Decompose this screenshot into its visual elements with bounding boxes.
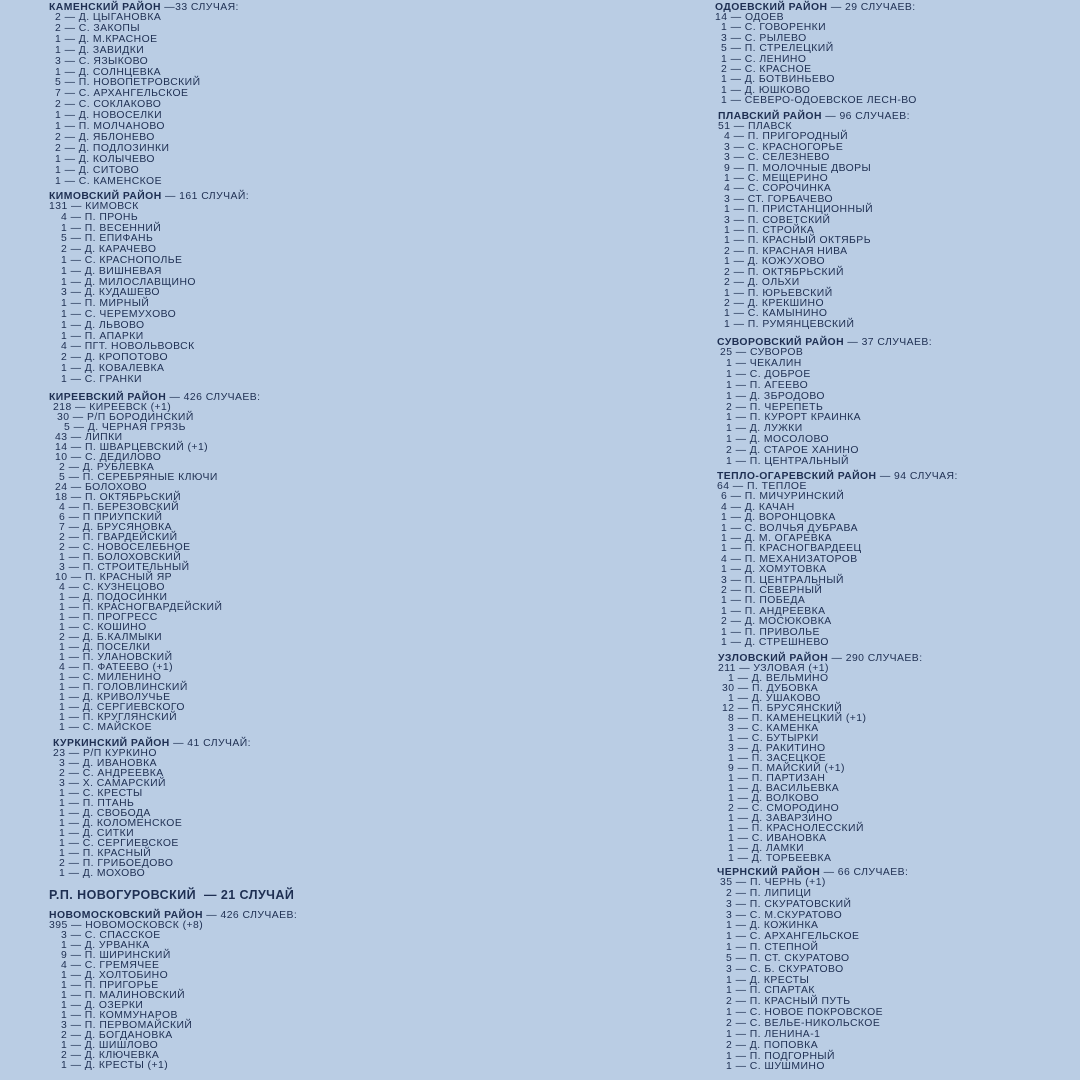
locality-item: 1 — Д. КРЕСТЫ — [726, 974, 810, 986]
locality-item: 395 — НОВОМОСКОВСК (+8) — [49, 920, 204, 931]
district-count: — 426 СЛУЧАЕВ: — [206, 910, 298, 921]
locality-item: 51 — ПЛАВСК — [718, 121, 793, 132]
locality-item: 10 — С. ДЕДИЛОВО — [55, 452, 162, 463]
locality-item: 211 — УЗЛОВАЯ (+1) — [718, 663, 829, 674]
locality-item: 30 — Р/П БОРОДИНСКИЙ — [57, 412, 194, 423]
locality-item: 1 — П. СТЕПНОЙ — [726, 942, 819, 954]
locality-item: 18 — П. ОКТЯБРЬСКИЙ — [55, 492, 182, 503]
locality-item: 1 — Д. СТРЕШНЕВО — [721, 637, 829, 649]
district-count: — 161 СЛУЧАЙ: — [165, 191, 250, 202]
locality-item: 2 — С. НОВОСЕЛЕБНОЕ — [59, 542, 191, 553]
locality-item: 1 — Д. ВАСИЛЬЕВКА — [728, 783, 840, 794]
locality-item: 2 — П. КРАСНАЯ НИВА — [724, 245, 848, 257]
district-name: ОДОЕВСКИЙ РАЙОН — [715, 2, 828, 13]
locality-item: 2 — П. ЛИПИЦИ — [726, 887, 812, 899]
locality-item: 2 — С. ЗАКОПЫ — [55, 22, 140, 34]
locality-item: 2 — Д. КЛЮЧЕВКА — [61, 1050, 160, 1061]
locality-item: 5 — П. НОВОПЕТРОВСКИЙ — [55, 77, 201, 89]
district-block — [717, 337, 932, 468]
locality-list — [49, 13, 239, 188]
locality-list — [49, 403, 260, 733]
locality-item: 4 — П. ПРОНЬ — [61, 211, 139, 223]
locality-item: 1 — П. ЛЕНИНА-1 — [726, 1028, 821, 1040]
locality-item: 4 — Д. КАЧАН — [721, 501, 795, 513]
locality-item: 1 — С. МИЛЕНИНО — [59, 672, 162, 683]
locality-item: 1 — С. КАМЫНИНО — [724, 308, 828, 320]
locality-item: 1 — Д. КОЛЫЧЕВО — [55, 153, 155, 165]
locality-item: 9 — П. МАЙСКИЙ (+1) — [728, 763, 845, 774]
locality-item: 3 — С. СЕЛЕЗНЕВО — [724, 152, 830, 164]
locality-item: 1 — П. ПРИГОРЬЕ — [61, 980, 159, 991]
locality-item: 2 — Д. МОСЮКОВКА — [721, 616, 832, 628]
locality-item: 23 — Р/П КУРКИНО — [53, 748, 157, 759]
locality-item: 1 — П. АПАРКИ — [61, 330, 144, 342]
locality-item: 9 — П. МОЛОЧНЫЕ ДВОРЫ — [724, 162, 872, 174]
locality-item: 7 — Д. БРУСЯНОВКА — [59, 522, 173, 533]
locality-item: 1 — Д. ЛУЖКИ — [726, 423, 803, 435]
locality-item: 43 — ЛИПКИ — [55, 432, 123, 443]
settlement-name: Р.П. НОВОГУРОВСКИЙ — [49, 888, 197, 902]
locality-item: 3 — С. КРАСНОГОРЬЕ — [724, 141, 844, 153]
locality-item: 3 — С. ЯЗЫКОВО — [55, 55, 149, 67]
locality-item: 1 — С. КРЕСТЫ — [59, 788, 143, 799]
locality-item: 1 — П. КОММУНАРОВ — [61, 1010, 178, 1021]
locality-item: 3 — П. СОВЕТСКИЙ — [724, 214, 831, 226]
locality-item: 1 — П. КУРОРТ КРАИНКА — [726, 412, 862, 424]
locality-item: 2 — Д. ЦЫГАНОВКА — [55, 12, 162, 23]
locality-item: 1 — Д. КОЖУХОВО — [724, 256, 826, 268]
district-name: КИРЕЕВСКИЙ РАЙОН — [49, 392, 167, 403]
locality-item: 14 — ОДОЕВ — [715, 12, 785, 23]
locality-item: 1 — П. ПРИВОЛЬЕ — [721, 626, 820, 638]
locality-item: 1 — Д. ЛЬВОВО — [61, 319, 145, 331]
locality-item: 1 — П. ПОБЕДА — [721, 595, 806, 607]
locality-item: 3 — СТ. ГОРБАЧЕВО — [724, 193, 834, 205]
locality-item: 2 — Д. Б.КАЛМЫКИ — [59, 632, 163, 643]
district-name: КАМЕНСКИЙ РАЙОН — [49, 2, 161, 13]
locality-item: 1 — Д. СЕРГИЕВСКОГО — [59, 702, 185, 713]
locality-item: 5 — Д. ЧЕРНАЯ ГРЯЗЬ — [64, 422, 186, 433]
locality-item: 1 — С. КРАСНОПОЛЬЕ — [61, 254, 183, 266]
locality-item: 3 — С. КАМЕНКА — [728, 723, 819, 734]
district-block — [49, 392, 260, 733]
locality-item: 2 — С. СМОРОДИНО — [728, 803, 840, 814]
locality-item: 1 — Д. ХОМУТОВКА — [721, 564, 827, 576]
locality-item: 2 — П. ЧЕРЕПЕТЬ — [726, 401, 824, 413]
locality-item: 1 — С. КОШИНО — [59, 622, 147, 633]
locality-item: 218 — КИРЕЕВСК (+1) — [53, 402, 172, 413]
locality-item: 1 — П. ВЕСЕННИЙ — [61, 222, 162, 234]
district-count: — 290 СЛУЧАЕВ: — [831, 653, 923, 664]
locality-item: 1 — Д. ВОЛКОВО — [728, 793, 820, 804]
locality-item: 3 — П. СТРОИТЕЛЬНЫЙ — [59, 562, 190, 573]
district-block — [717, 867, 908, 1073]
locality-item: 1 — Д. СИТОВО — [55, 164, 140, 176]
locality-item: 1 — П. МАЛИНОВСКИЙ — [61, 990, 186, 1001]
locality-item: 2 — Д. РУБЛЕВКА — [59, 462, 155, 473]
locality-list — [718, 122, 910, 330]
district-count: — 41 СЛУЧАЙ: — [173, 738, 252, 749]
locality-item: 4 — П. ПРИГОРОДНЫЙ — [724, 131, 849, 143]
locality-item: 1 — П. АНДРЕЕВКА — [721, 605, 826, 617]
locality-item: 1 — П. КРАСНЫЙ ОКТЯБРЬ — [724, 235, 871, 247]
locality-item: 5 — П. СТ. СКУРАТОВО — [726, 952, 850, 964]
locality-list — [53, 749, 251, 879]
settlement-heading — [49, 888, 294, 902]
locality-item: 1 — П. ПТАНЬ — [59, 798, 135, 809]
district-name: КУРКИНСКИЙ РАЙОН — [53, 738, 170, 749]
district-name: НОВОМОСКОВСКИЙ РАЙОН — [49, 910, 203, 921]
district-block — [718, 653, 923, 864]
locality-item: 1 — Д. БОТВИНЬЕВО — [721, 74, 835, 86]
district-name: ПЛАВСКИЙ РАЙОН — [718, 111, 822, 122]
locality-item: 2 — П. ОКТЯБРЬСКИЙ — [724, 266, 844, 278]
locality-item: 1 — С. ИВАНОВКА — [728, 833, 827, 844]
locality-item: 1 — Д. МИЛОСЛАВЩИНО — [61, 276, 196, 288]
locality-item: 1 — П. МИРНЫЙ — [61, 298, 150, 310]
district-count: — 37 СЛУЧАЕВ: — [847, 337, 933, 348]
locality-item: 1 — Д. КОЛОМЕНСКОЕ — [59, 818, 183, 829]
locality-list — [715, 13, 917, 107]
locality-item: 1 — Д. ТОРБЕЕВКА — [728, 853, 832, 864]
settlement-count: — 21 СЛУЧАЙ — [203, 888, 295, 902]
locality-item: 1 — Д. ЮШКОВО — [721, 84, 811, 96]
locality-item: 1 — С. ВОЛЧЬЯ ДУБРАВА — [721, 522, 858, 534]
locality-item: 1 — П. ЮРЬЕВСКИЙ — [724, 287, 833, 299]
locality-item: 1 — Д. ПОДОСИНКИ — [59, 592, 168, 603]
district-name: ЧЕРНСКИЙ РАЙОН — [717, 867, 821, 878]
locality-item: 5 — П. СТРЕЛЕЦКИЙ — [721, 43, 834, 55]
locality-item: 1 — Д. М. ОГАРЕВКА — [721, 533, 833, 545]
locality-item: 1 — Д. СОЛНЦЕВКА — [55, 66, 162, 78]
locality-item: 1 — Д. НОВОСЕЛКИ — [55, 110, 162, 122]
district-count: — 426 СЛУЧАЕВ: — [169, 392, 261, 403]
locality-item: 1 — Д. СВОБОДА — [59, 808, 151, 819]
locality-item: 1 — С. ДОБРОЕ — [726, 368, 811, 380]
locality-item: 1 — П. ПАРТИЗАН — [728, 773, 826, 784]
locality-item: 1 — Д. ОЗЕРКИ — [61, 1000, 144, 1011]
locality-item: 1 — Д. КРЕСТЫ (+1) — [61, 1060, 169, 1071]
district-block — [717, 471, 958, 649]
locality-item: 1 — Д. ЗБРОДОВО — [726, 390, 825, 402]
district-count: — 96 СЛУЧАЕВ: — [825, 111, 911, 122]
locality-item: 14 — П. ШВАРЦЕВСКИЙ (+1) — [55, 442, 209, 453]
locality-item: 3 — Д. КУДАШЕВО — [61, 287, 160, 299]
locality-item: 1 — Д. СИТКИ — [59, 828, 134, 839]
locality-item: 1 — Д. КОЖИНКА — [726, 920, 819, 932]
district-block — [49, 2, 239, 188]
district-name: ТЕПЛО-ОГАРЕВСКИЙ РАЙОН — [717, 471, 877, 482]
locality-item: 1 — Д. УШАКОВО — [728, 693, 821, 704]
district-count: —33 СЛУЧАЯ: — [164, 2, 239, 13]
locality-item: 1 — П. КРАСНЫЙ — [59, 848, 152, 859]
locality-item: 3 — Х. САМАРСКИЙ — [59, 778, 166, 789]
locality-item: 6 — П ПРИУПСКИЙ — [59, 512, 163, 523]
locality-list — [49, 921, 297, 1071]
district-name: КИМОВСКИЙ РАЙОН — [49, 191, 162, 202]
locality-item: 1 — Д. МОХОВО — [59, 868, 146, 879]
locality-item: 1 — С. КАМЕНСКОЕ — [55, 175, 162, 187]
locality-item: 1 — П. КРАСНОГВАРДЕЙСКИЙ — [59, 602, 223, 613]
district-count: — 29 СЛУЧАЕВ: — [830, 2, 916, 13]
locality-item: 1 — С. НОВОЕ ПОКРОВСКОЕ — [726, 1007, 884, 1019]
locality-item: 1 — П. КРУГЛЯНСКИЙ — [59, 712, 178, 723]
locality-item: 2 — С. СОКЛАКОВО — [55, 99, 162, 111]
locality-item: 1 — Д. КРИВОЛУЧЬЕ — [59, 692, 171, 703]
district-block — [718, 111, 910, 330]
locality-item: 1 — Д. КОВАЛЕВКА — [61, 362, 165, 374]
locality-item: 1 — Д. ПОСЕЛКИ — [59, 642, 151, 653]
locality-item: 2 — Д. ОЛЬХИ — [724, 277, 800, 289]
locality-item: 1 — С. ГОВОРЕНКИ — [721, 22, 827, 34]
locality-item: 4 — С. ГРЕМЯЧЕЕ — [61, 960, 160, 971]
locality-item: 24 — БОЛОХОВО — [55, 482, 148, 493]
locality-item: 2 — П. ГВАРДЕЙСКИЙ — [59, 532, 178, 543]
locality-item: 7 — С. АРХАНГЕЛЬСКОЕ — [55, 88, 189, 100]
locality-item: 2 — Д. СТАРОЕ ХАНИНО — [726, 445, 859, 457]
locality-item: 2 — Д. БОГДАНОВКА — [61, 1030, 173, 1041]
locality-item: 3 — Д. РАКИТИНО — [728, 743, 826, 754]
district-count: — 66 СЛУЧАЕВ: — [823, 867, 909, 878]
locality-item: 1 — П. ПРОГРЕСС — [59, 612, 158, 623]
locality-item: 2 — Д. ПОДЛОЗИНКИ — [55, 142, 170, 154]
district-block — [49, 910, 297, 1071]
locality-item: 1 — Д. ВЕЛЬМИНО — [728, 673, 829, 684]
locality-item: 1 — С. МАЙСКОЕ — [59, 722, 153, 733]
locality-item: 1 — С. АРХАНГЕЛЬСКОЕ — [726, 931, 860, 943]
locality-item: 25 — СУВОРОВ — [720, 347, 804, 358]
locality-list — [717, 482, 958, 649]
locality-item: 1 — Д. ЗАВАРЗИНО — [728, 813, 833, 824]
locality-item: 3 — С. РЫЛЕВО — [721, 32, 807, 44]
locality-item: 4 — П. БЕРЕЗОВСКИЙ — [59, 502, 179, 513]
locality-list — [717, 878, 908, 1073]
locality-item: 1 — П. КРАСНОЛЕССКИЙ — [728, 823, 864, 834]
locality-item: 1 — П. БОЛОХОВСКИЙ — [59, 552, 182, 563]
locality-item: 1 — ЧЕКАЛИН — [726, 357, 802, 369]
locality-item: 6 — П. МИЧУРИНСКИЙ — [721, 491, 845, 503]
locality-item: 1 — СЕВЕРО-ОДОЕВСКОЕ ЛЕСН-ВО — [721, 95, 917, 107]
locality-item: 1 — П. ГОЛОВЛИНСКИЙ — [59, 682, 188, 693]
locality-item: 131 — КИМОВСК — [49, 201, 139, 212]
locality-item: 5 — П. СЕРЕБРЯНЫЕ КЛЮЧИ — [59, 472, 218, 483]
locality-list — [49, 202, 249, 386]
district-block — [53, 738, 251, 879]
district-count: — 94 СЛУЧАЯ: — [879, 471, 958, 482]
locality-item: 35 — П. ЧЕРНЬ (+1) — [720, 877, 826, 888]
district-block — [715, 2, 917, 107]
locality-item: 4 — П. МЕХАНИЗАТОРОВ — [721, 553, 858, 565]
locality-item: 1 — Д. МОСОЛОВО — [726, 434, 830, 446]
locality-item: 1 — П. СТРОЙКА — [724, 225, 815, 237]
locality-item: 1 — С. ЧЕРЕМУХОВО — [61, 308, 177, 320]
locality-item: 3 — Д. ИВАНОВКА — [59, 758, 157, 769]
locality-item: 2 — С. АНДРЕЕВКА — [59, 768, 164, 779]
locality-item: 1 — П. СПАРТАК — [726, 985, 815, 997]
locality-item: 2 — Д. КАРАЧЕВО — [61, 244, 157, 256]
locality-item: 4 — С. КУЗНЕЦОВО — [59, 582, 165, 593]
locality-item: 64 — П. ТЕПЛОЕ — [717, 481, 807, 492]
locality-item: 1 — С. ГРАНКИ — [61, 373, 142, 385]
locality-item: 1 — Д. ХОЛТОБИНО — [61, 970, 169, 981]
locality-item: 1 — С. ЛЕНИНО — [721, 53, 807, 65]
locality-item: 1 — С. ШУШМИНО — [726, 1061, 825, 1073]
locality-item: 1 — Д. ЗАВИДКИ — [55, 44, 145, 56]
locality-item: 1 — П. УЛАНОВСКИЙ — [59, 652, 173, 663]
locality-item: 1 — П. КРАСНОГВАРДЕЕЦ — [721, 543, 862, 555]
district-name: СУВОРОВСКИЙ РАЙОН — [717, 337, 845, 348]
locality-item: 10 — П. КРАСНЫЙ ЯР — [55, 572, 173, 583]
locality-item: 4 — ПГТ. НОВОЛЬВОВСК — [61, 341, 195, 353]
locality-item: 3 — П. ПЕРВОМАЙСКИЙ — [61, 1020, 193, 1031]
locality-item: 2 — П. ГРИБОЕДОВО — [59, 858, 174, 869]
locality-item: 30 — П. ДУБОВКА — [722, 683, 819, 694]
locality-item: 1 — Д. ЛАМКИ — [728, 843, 805, 854]
locality-item: 1 — П. АГЕЕВО — [726, 379, 809, 391]
locality-item: 2 — Д. ПОПОВКА — [726, 1039, 819, 1051]
locality-item: 5 — П. ЕПИФАНЬ — [61, 233, 154, 245]
locality-item: 3 — С. Б. СКУРАТОВО — [726, 963, 844, 975]
locality-item: 2 — Д. КРОПОТОВО — [61, 352, 168, 364]
locality-item: 1 — П. ЗАСЕЦКОЕ — [728, 753, 826, 764]
locality-item: 2 — С. ВЕЛЬЕ-НИКОЛЬСКОЕ — [726, 1017, 881, 1029]
locality-item: 3 — П. СКУРАТОВСКИЙ — [726, 898, 852, 910]
district-name: УЗЛОВСКИЙ РАЙОН — [718, 653, 829, 664]
locality-item: 2 — Д. ЯБЛОНЕВО — [55, 131, 155, 143]
locality-item: 2 — С. КРАСНОЕ — [721, 64, 812, 76]
locality-item: 1 — Д. УРВАНКА — [61, 940, 150, 951]
locality-item: 8 — П. КАМЕНЕЦКИЙ (+1) — [728, 713, 867, 724]
locality-list — [718, 664, 923, 864]
locality-item: 2 — П. СЕВЕРНЫЙ — [721, 585, 823, 597]
locality-item: 4 — П. ФАТЕЕВО (+1) — [59, 662, 174, 673]
locality-item: 12 — П. БРУСЯНСКИЙ — [722, 703, 843, 714]
locality-item: 1 — П. РУМЯНЦЕВСКИЙ — [724, 318, 855, 330]
district-block — [49, 191, 249, 386]
locality-item: 2 — П. КРАСНЫЙ ПУТЬ — [726, 996, 851, 1008]
locality-item: 1 — Д. М.КРАСНОЕ — [55, 33, 158, 45]
locality-item: 1 — Д. ШИШЛОВО — [61, 1040, 159, 1051]
locality-item: 9 — П. ШИРИНСКИЙ — [61, 950, 171, 961]
locality-item: 1 — П. ПРИСТАНЦИОННЫЙ — [724, 204, 874, 216]
locality-item: 1 — Д. ВОРОНЦОВКА — [721, 512, 836, 524]
locality-item: 1 — П. ЦЕНТРАЛЬНЫЙ — [726, 456, 849, 468]
locality-item: 1 — С. СЕРГИЕВСКОЕ — [59, 838, 179, 849]
locality-item: 1 — Д. ВИШНЕВАЯ — [61, 265, 162, 277]
locality-item: 2 — Д. КРЕКШИНО — [724, 297, 825, 309]
locality-item: 1 — С. БУТЫРКИ — [728, 733, 819, 744]
locality-item: 1 — П. ПОДГОРНЫЙ — [726, 1050, 835, 1062]
locality-list — [717, 348, 932, 468]
locality-item: 1 — П. МОЛЧАНОВО — [55, 121, 165, 133]
locality-item: 3 — П. ЦЕНТРАЛЬНЫЙ — [721, 574, 844, 586]
locality-item: 4 — С. СОРОЧИНКА — [724, 183, 832, 195]
locality-item: 1 — С. МЕЩЕРИНО — [724, 173, 829, 185]
locality-item: 3 — С. М.СКУРАТОВО — [726, 909, 843, 921]
locality-item: 3 — С. СПАССКОЕ — [61, 930, 161, 941]
